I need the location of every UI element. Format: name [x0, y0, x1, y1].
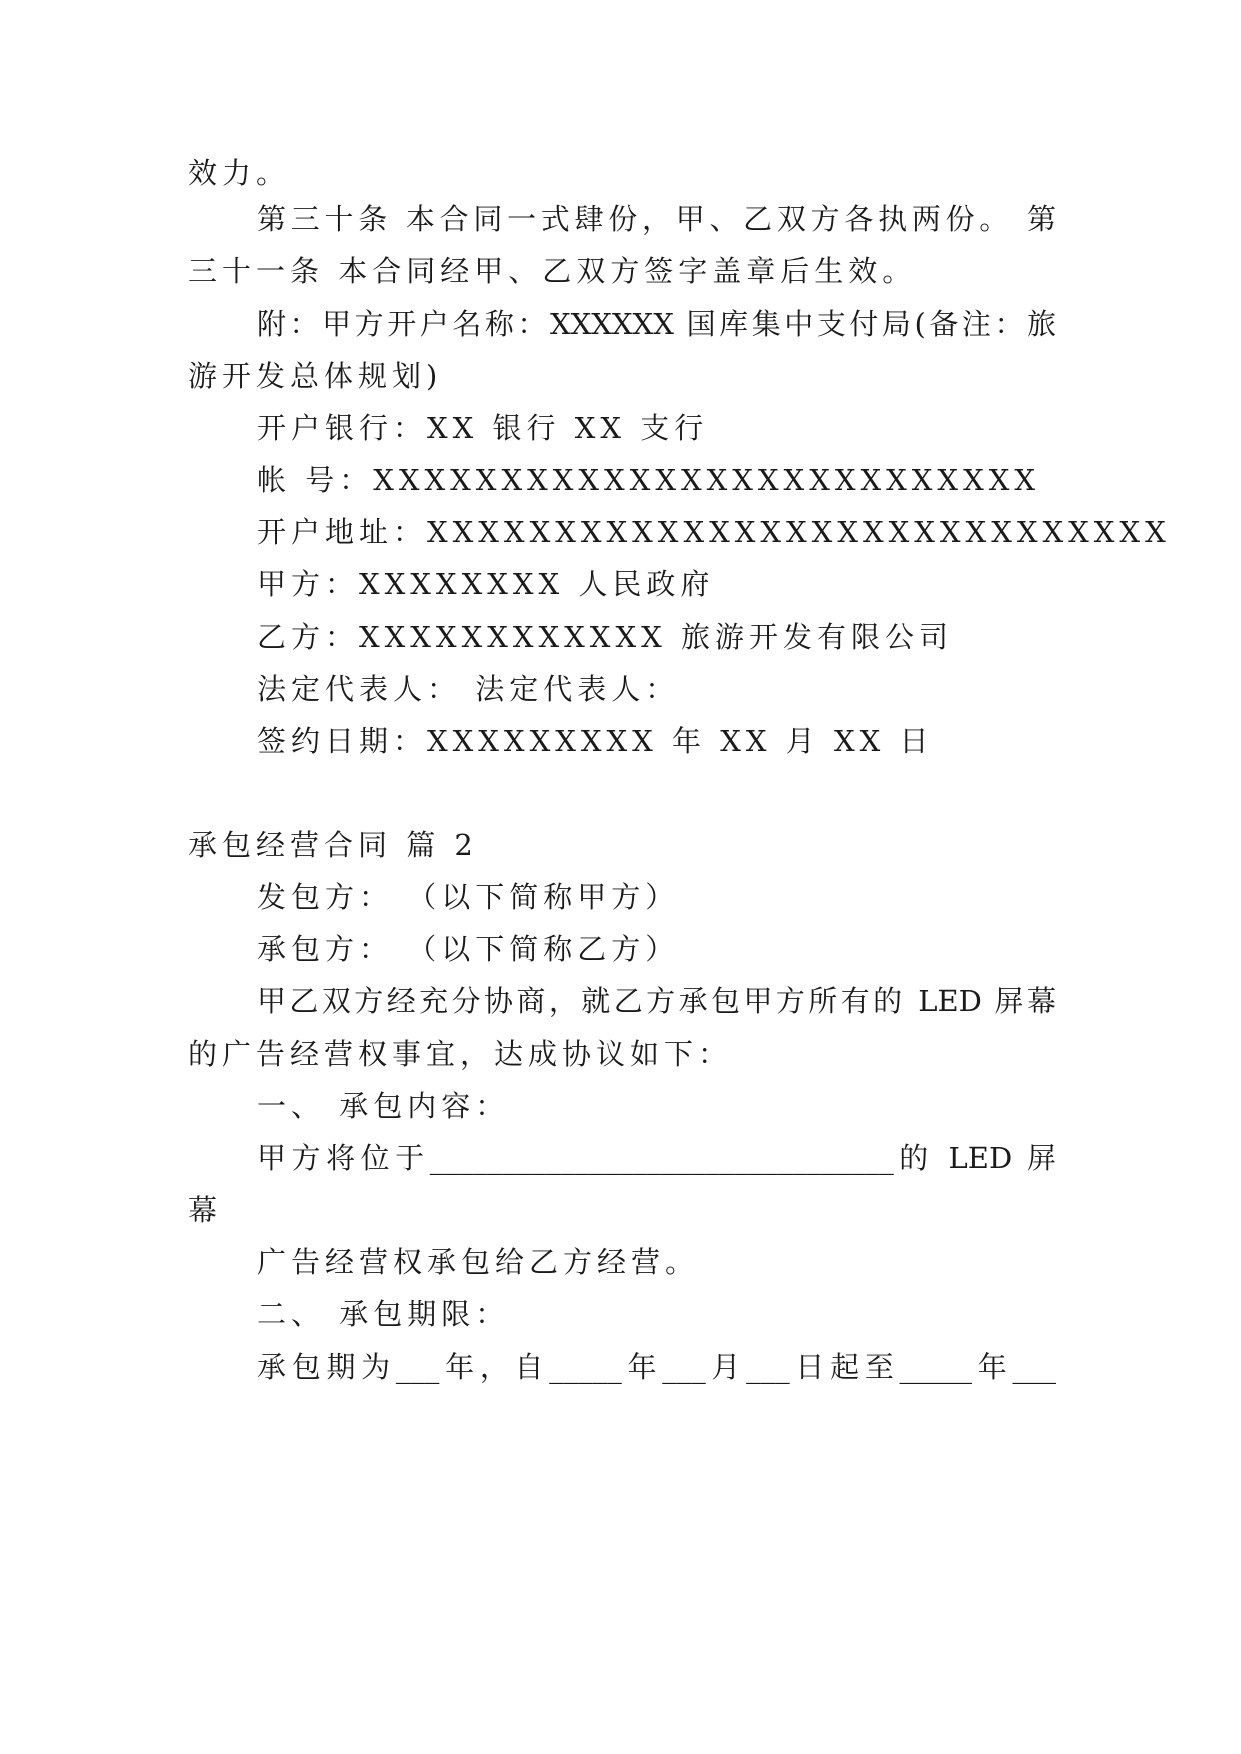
legal-representative-line: 法定代表人： 法定代表人： [257, 672, 680, 706]
article-30-line: 第三十条 本合同一式肆份，甲、乙双方各执两份。 第 [257, 202, 1056, 236]
contract-term-line: 承包期为___年，自_____年___月___日起至_____年___ [257, 1350, 1056, 1384]
appendix-account-name-line: 附：甲方开户名称：XXXXXX 国库集中支付局(备注：旅 [257, 307, 1056, 341]
paragraph-line: 效力。 [188, 156, 291, 190]
bank-address-line: 开户地址：XXXXXXXXXXXXXXXXXXXXXXXXXXXXX [257, 515, 1171, 549]
contractee-line: 承包方： （以下简称乙方） [257, 932, 680, 966]
bank-line: 开户银行：XX 银行 XX 支行 [257, 411, 709, 445]
led-location-line: 甲方将位于________________________________的 LED 屏 [257, 1141, 1056, 1175]
led-location-cont: 幕 [188, 1193, 223, 1227]
appendix-account-name-cont: 游开发总体规划) [188, 359, 443, 393]
agreement-intro-line: 甲乙双方经充分协商，就乙方承包甲方所有的 LED 屏幕 [257, 984, 1056, 1018]
heading-contract-term: 二、 承包期限： [257, 1297, 510, 1331]
contractor-line: 发包方： （以下简称甲方） [257, 880, 680, 914]
party-b-line: 乙方：XXXXXXXXXXXX 旅游开发有限公司 [257, 620, 953, 654]
account-number-line: 帐 号：XXXXXXXXXXXXXXXXXXXXXXXXXX [257, 463, 1041, 497]
article-31-line: 三十一条 本合同经甲、乙双方签字盖章后生效。 [188, 254, 917, 288]
heading-contract-content: 一、 承包内容： [257, 1089, 510, 1123]
advertising-rights-line: 广告经营权承包给乙方经营。 [257, 1245, 700, 1279]
agreement-intro-cont: 的广告经营权事宜，达成协议如下： [188, 1037, 733, 1071]
section-title: 承包经营合同 篇 2 [188, 828, 478, 862]
party-a-line: 甲方：XXXXXXXX 人民政府 [257, 567, 715, 601]
signing-date-line: 签约日期：XXXXXXXXX 年 XX 月 XX 日 [257, 724, 934, 758]
